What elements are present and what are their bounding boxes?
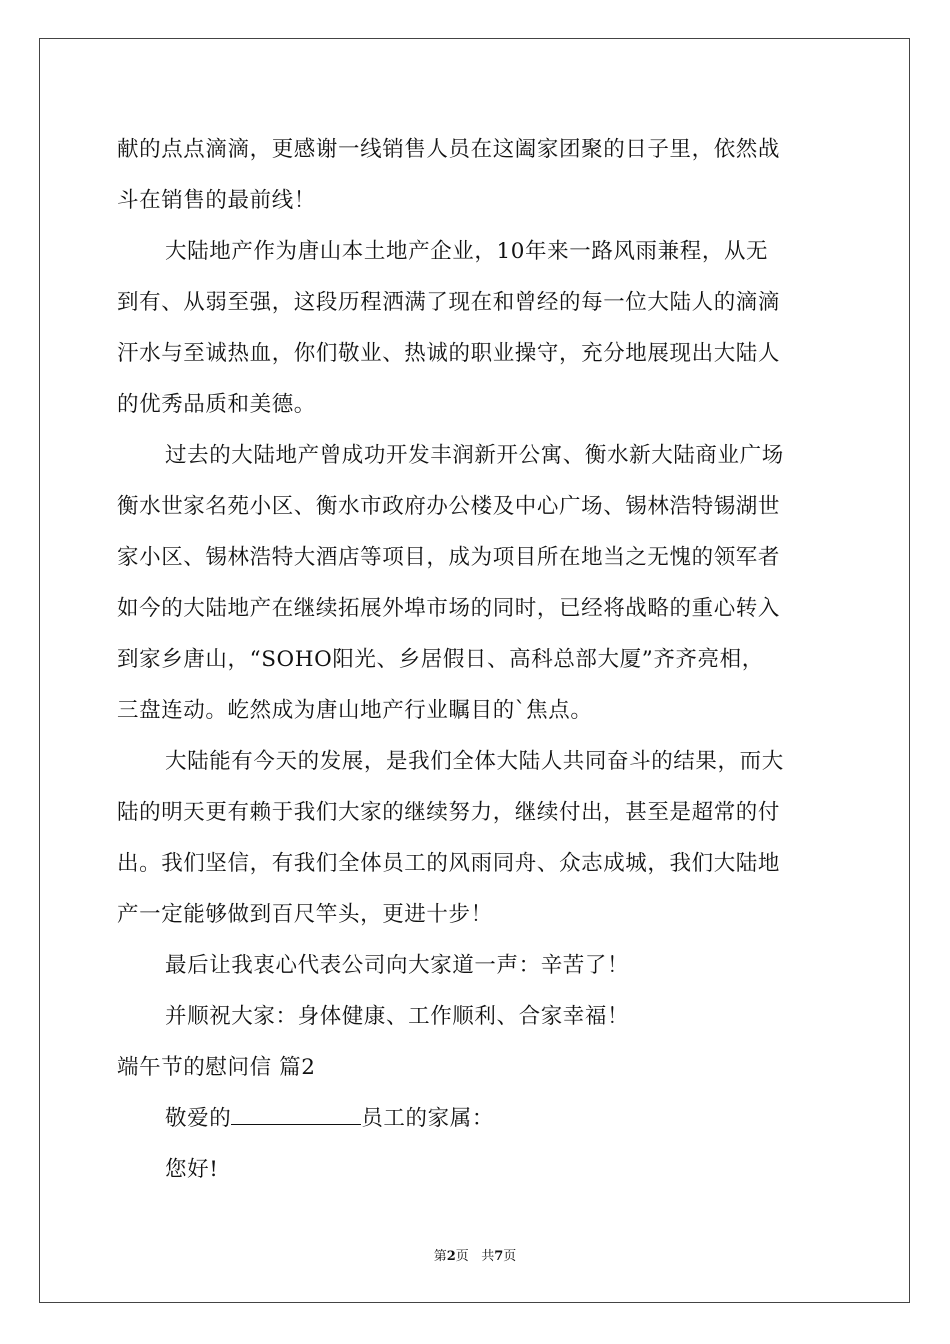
salutation-line	[117, 1093, 837, 1144]
document-body	[117, 124, 837, 1195]
text-line: 到有、从弱至强，这段历程洒满了现在和曾经的每一位大陆人的滴滴	[117, 290, 781, 315]
text-line: 到家乡唐山，“SOHO阳光、乡居假日、高科总部大厦”齐齐亮相，	[117, 647, 764, 672]
text-line: 斗在销售的最前线！	[117, 188, 316, 213]
total-label-suffix: 页	[503, 1249, 517, 1264]
text-line: 献的点点滴滴，更感谢一线销售人员在这阖家团聚的日子里，依然战	[117, 137, 781, 162]
text-line: 如今的大陆地产在继续拓展外埠市场的同时，已经将战略的重心转入	[117, 596, 781, 621]
salutation-prefix: 敬爱的	[165, 1106, 232, 1131]
page-label-prefix: 第	[433, 1249, 447, 1264]
text-line: 陆的明天更有赖于我们大家的继续努力，继续付出，甚至是超常的付	[117, 800, 781, 825]
text-line: 大陆能有今天的发展，是我们全体大陆人共同奋斗的结果，而大	[165, 749, 784, 774]
page-label-suffix: 页	[455, 1249, 469, 1264]
total-label-prefix: 共	[481, 1249, 495, 1264]
text-line: 家小区、锡林浩特大酒店等项目，成为项目所在地当之无愧的领军者	[117, 545, 781, 570]
text-line: 汗水与至诚热血，你们敬业、热诚的职业操守，充分地展现出大陆人	[117, 341, 781, 366]
text-line: 过去的大陆地产曾成功开发丰润新开公寓、衡水新大陆商业广场	[165, 443, 784, 468]
salutation-suffix: 员工的家属：	[361, 1106, 494, 1131]
text-line: 大陆地产作为唐山本土地产企业，10年来一路风雨兼程，从无	[165, 239, 769, 264]
greeting-line: 您好!	[165, 1157, 219, 1182]
text-line: 三盘连动。屹然成为唐山地产行业瞩目的`焦点。	[117, 698, 593, 723]
text-line: 最后让我衷心代表公司向大家道一声：辛苦了！	[165, 953, 630, 978]
page-number: 2	[446, 1249, 456, 1264]
page-footer	[0, 1245, 950, 1264]
total-pages: 7	[494, 1249, 504, 1264]
text-line: 产一定能够做到百尺竿头，更进十步！	[117, 902, 493, 927]
fill-in-blank	[231, 1104, 361, 1125]
text-line: 出。我们坚信，有我们全体员工的风雨同舟、众志成城，我们大陆地	[117, 851, 781, 876]
text-line: 衡水世家名苑小区、衡水市政府办公楼及中心广场、锡林浩特锡湖世	[117, 494, 781, 519]
section-heading: 端午节的慰问信 篇2	[117, 1055, 316, 1080]
text-line: 并顺祝大家：身体健康、工作顺利、合家幸福！	[165, 1004, 630, 1029]
text-line: 的优秀品质和美德。	[117, 392, 316, 417]
